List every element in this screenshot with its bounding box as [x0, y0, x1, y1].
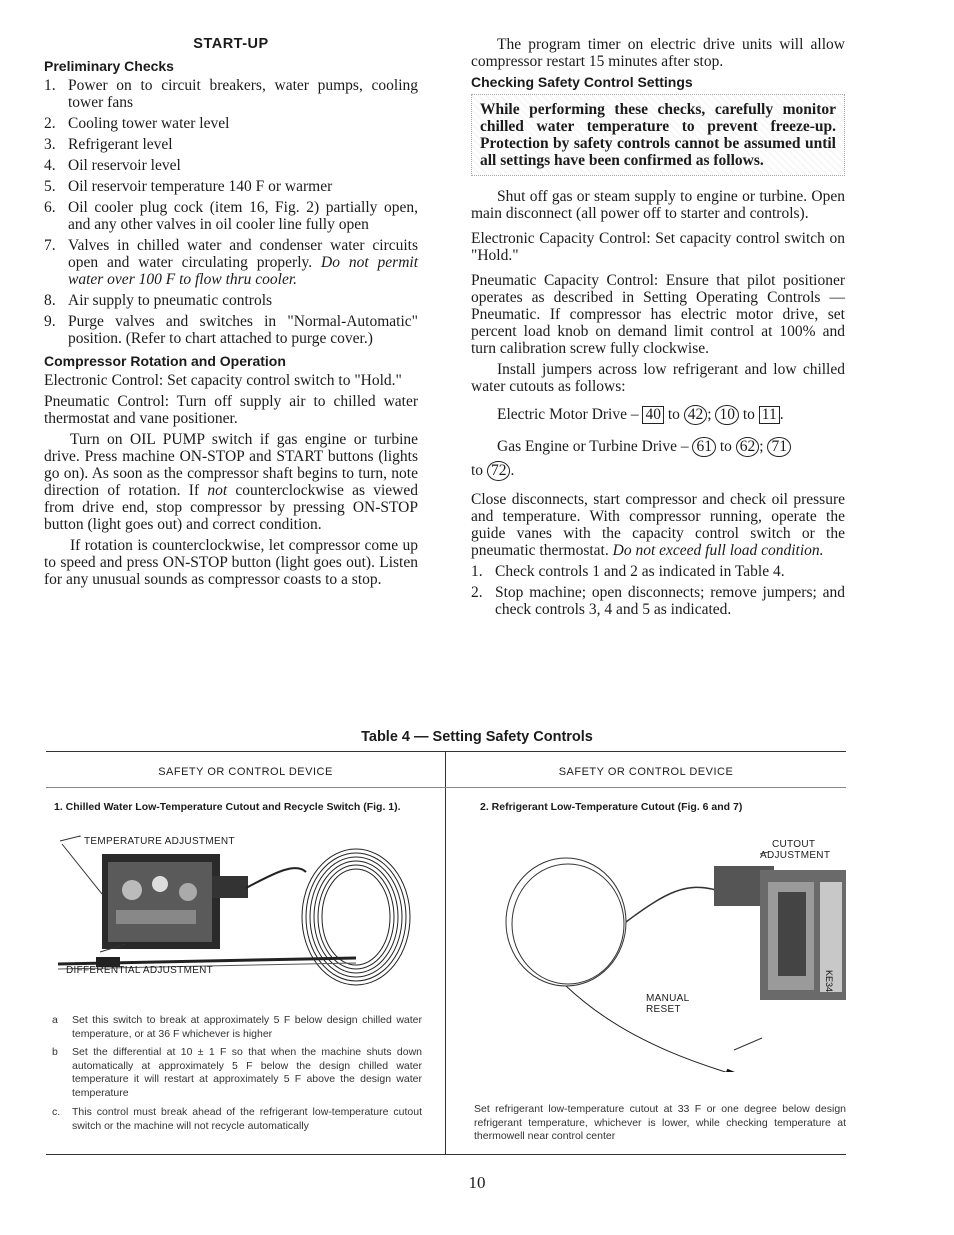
list-item: [471, 563, 845, 580]
paragraph-text: Close disconnects, start compressor and check oil pressure and temperature. With compressor running, operate the guide vanes with the capacity control switch or the pneumatic thermostat.: [471, 491, 845, 559]
drive-label: Electric Motor Drive –: [497, 406, 639, 423]
electric-drive-jumpers: Electric Motor Drive – 40 to 42 ; 10 to 11 .: [497, 406, 784, 423]
paragraph-text: Turn on OIL PUMP switch if gas engine or turbine drive. Press machine ON-STOP and START buttons (lights go on). As soon as the compressor shaft begins to turn, note direction of rotation. If: [44, 431, 418, 499]
item-number: 2.: [44, 115, 56, 132]
item-number: 8.: [44, 292, 56, 309]
preliminary-checks-heading: Preliminary Checks: [44, 58, 174, 74]
paragraph-text: counterclockwise as viewed from drive end, stop compressor by pressing ON-STOP button (light goes out) and correct condition.: [44, 482, 418, 533]
warning-box: While performing these checks, carefully monitor chilled water temperature to prevent freeze-up. Protection by safety controls cannot be assumed until all settings have been confirmed as follows.: [471, 94, 845, 176]
chilled-water-switch-illustration: [56, 832, 436, 1007]
item-number: 4.: [44, 157, 56, 174]
to-word: to: [719, 438, 732, 455]
column-divider: [445, 752, 446, 1154]
terminal-square: 11: [759, 406, 780, 424]
note-a: [52, 1014, 422, 1041]
gas-drive-jumpers: Gas Engine or Turbine Drive – 61 to 62 ; 71 to 72 .: [497, 435, 845, 483]
safety-settings-heading: Checking Safety Control Settings: [471, 74, 693, 90]
close-disconnects-paragraph: [471, 491, 845, 559]
list-item: [471, 584, 845, 618]
list-item: [44, 178, 418, 195]
right-column: [471, 36, 845, 624]
item-text: Power on to circuit breakers, water pumps, cooling tower fans: [68, 77, 418, 111]
header-rule: [46, 787, 846, 788]
item-text: Air supply to pneumatic controls: [68, 292, 273, 309]
paragraph-italic: not: [207, 482, 228, 499]
electronic-capacity-paragraph: Electronic Capacity Control: Set capacity control switch on "Hold.": [471, 230, 845, 264]
item-number: 7.: [44, 237, 56, 254]
item-number: 3.: [44, 136, 56, 153]
to-word: to: [742, 406, 755, 423]
item-text: Oil cooler plug cock (item 16, Fig. 2) partially open, and any other valves in oil cooler line fully open: [68, 199, 418, 233]
item-number: 9.: [44, 313, 56, 330]
rotation-heading: Compressor Rotation and Operation: [44, 353, 286, 369]
startup-heading: START-UP: [193, 36, 269, 52]
item-text: Oil reservoir temperature 140 F or warmer: [68, 178, 333, 195]
item-text-plain: Valves in chilled water and condenser water circuits open and water circulating properly.: [68, 237, 418, 271]
shutoff-paragraph: Shut off gas or steam supply to engine or turbine. Open main disconnect (all power off to starter and controls).: [471, 188, 845, 222]
to-word: to: [471, 462, 484, 479]
list-item: [44, 199, 418, 233]
note-letter: a: [52, 1014, 58, 1026]
left-column: [44, 36, 418, 592]
check-steps-list: [471, 563, 845, 618]
item-text: Refrigerant level: [68, 136, 173, 153]
list-item: [44, 136, 418, 153]
note-letter: b: [52, 1046, 58, 1058]
refrigerant-cutout-title: 2. Refrigerant Low-Temperature Cutout (Fig. 6 and 7): [480, 801, 743, 813]
item-number: 5.: [44, 178, 56, 195]
refrigerant-cutout-illustration: [486, 852, 846, 1072]
item-text: Oil reservoir level: [68, 157, 181, 174]
terminal-circle: 42: [684, 405, 708, 425]
terminal-circle: 10: [715, 405, 739, 425]
drive-label: Gas Engine or Turbine Drive –: [497, 438, 689, 455]
safety-controls-table: [46, 751, 846, 1155]
refrigerant-cutout-note: [474, 1103, 846, 1144]
cutout-label-line1: CUTOUT: [772, 839, 816, 850]
list-item: [44, 115, 418, 132]
item-text: [68, 237, 418, 288]
pneumatic-capacity-paragraph: Pneumatic Capacity Control: Ensure that pilot positioner operates as described in Setting Operating Controls — Pneumatic. If compressor has electric motor drive, set percent load knob on demand limit control at 100% and turn calibration screw fully clockwise.: [471, 272, 845, 357]
program-timer-paragraph: The program timer on electric drive units will allow compressor restart 15 minutes after stop.: [471, 36, 845, 70]
oil-pump-paragraph: [44, 431, 418, 533]
note-text: Set refrigerant low-temperature cutout at 33 F or one degree below design refrigerant temperature, whichever is lower, while checking temperature at thermowell near control center: [474, 1103, 846, 1142]
note-text: Set the differential at 10 ± 1 F so that when the machine shuts down automatically at approximately 5 F below the design chilled water temperature it will restart at approximately 5 F above the design water temperature: [72, 1046, 422, 1099]
pneumatic-control-paragraph: Pneumatic Control: Turn off supply air to chilled water thermostat and vane positioner.: [44, 393, 418, 427]
page-number: 10: [468, 1173, 486, 1192]
item-text: Purge valves and switches in "Normal-Automatic" position. (Refer to chart attached to purge cover.): [68, 313, 418, 347]
terminal-circle: 62: [736, 437, 760, 457]
item-text: Cooling tower water level: [68, 115, 230, 132]
list-item: [44, 237, 418, 288]
counterclockwise-paragraph: If rotation is counterclockwise, let compressor come up to speed and press ON-STOP button (light goes out). Listen for any unusual sounds as compressor coasts to a stop.: [44, 537, 418, 588]
chilled-water-cutout-title: 1. Chilled Water Low-Temperature Cutout and Recycle Switch (Fig. 1).: [54, 801, 401, 813]
item-number: 1.: [471, 563, 483, 580]
manual-reset-label-line2: RESET: [646, 1004, 681, 1015]
install-jumpers-paragraph: Install jumpers across low refrigerant and low chilled water cutouts as follows:: [471, 361, 845, 395]
differential-adjustment-label: DIFFERENTIAL ADJUSTMENT: [66, 965, 214, 976]
item-number: 6.: [44, 199, 56, 216]
item-text: Stop machine; open disconnects; remove jumpers; and check controls 3, 4 and 5 as indicated.: [495, 584, 845, 618]
preliminary-checks-list: [44, 77, 418, 347]
item-number: 1.: [44, 77, 56, 94]
note-b: [52, 1046, 422, 1100]
note-letter: c.: [52, 1106, 61, 1118]
paragraph-italic: Do not exceed full load condition.: [612, 542, 824, 559]
device-label-text: KE34: [824, 970, 834, 993]
to-word: to: [667, 406, 680, 423]
cutout-label-line2: ADJUSTMENT: [760, 850, 831, 861]
list-item: [44, 157, 418, 174]
terminal-square: 40: [642, 406, 664, 424]
note-text: This control must break ahead of the refrigerant low-temperature cutout switch or the machine will not recycle automatically: [72, 1106, 422, 1132]
column-header-right: SAFETY OR CONTROL DEVICE: [558, 766, 734, 778]
item-text: Check controls 1 and 2 as indicated in Table 4.: [495, 563, 785, 580]
note-c: [52, 1106, 422, 1133]
table-title: Table 4 — Setting Safety Controls: [361, 729, 593, 745]
terminal-circle: 72: [487, 461, 511, 481]
list-item: [44, 292, 418, 309]
list-item: [44, 77, 418, 111]
item-text-italic: Do not permit water over 100 F to flow thru cooler.: [68, 254, 419, 288]
note-text: Set this switch to break at approximately 5 F below design chilled water temperature, or at 36 F whichever is higher: [72, 1014, 422, 1040]
terminal-circle: 71: [767, 437, 791, 457]
terminal-circle: 61: [692, 437, 716, 457]
item-number: 2.: [471, 584, 483, 601]
column-header-left: SAFETY OR CONTROL DEVICE: [158, 766, 333, 778]
list-item: [44, 313, 418, 347]
temperature-adjustment-label: TEMPERATURE ADJUSTMENT: [84, 836, 235, 847]
manual-reset-label-line1: MANUAL: [646, 993, 690, 1004]
electronic-control-paragraph: Electronic Control: Set capacity control switch to "Hold.": [44, 372, 402, 389]
